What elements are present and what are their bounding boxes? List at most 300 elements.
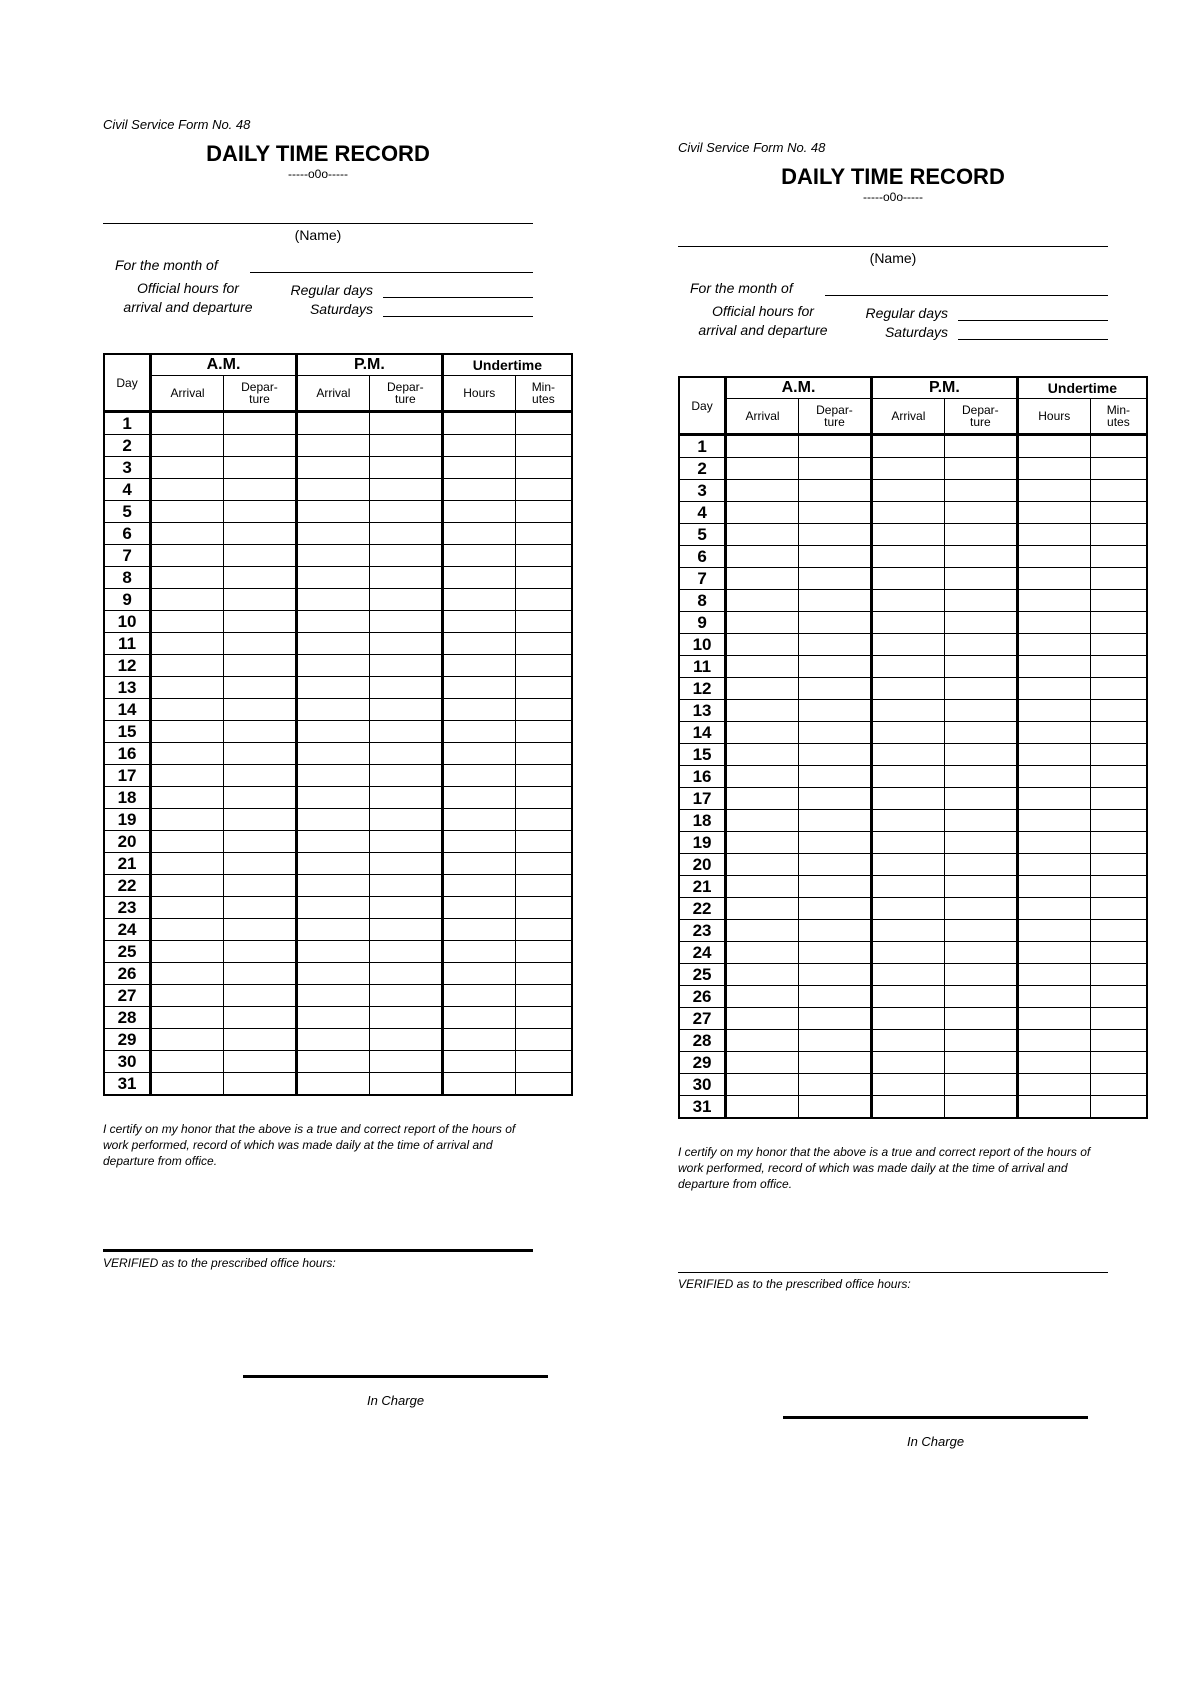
undertime-minutes-cell[interactable]: [1090, 810, 1147, 832]
pm-arrival-cell[interactable]: [871, 634, 944, 656]
undertime-hours-cell[interactable]: [442, 919, 515, 941]
pm-arrival-cell[interactable]: [296, 545, 369, 567]
am-departure-cell[interactable]: [224, 875, 297, 897]
am-departure-cell[interactable]: [799, 744, 872, 766]
am-departure-cell[interactable]: [224, 545, 297, 567]
undertime-minutes-cell[interactable]: [515, 765, 572, 787]
undertime-hours-cell[interactable]: [442, 1073, 515, 1096]
am-arrival-cell[interactable]: [151, 567, 224, 589]
pm-arrival-cell[interactable]: [296, 479, 369, 501]
undertime-minutes-cell[interactable]: [515, 677, 572, 699]
pm-arrival-cell[interactable]: [871, 435, 944, 458]
undertime-minutes-cell[interactable]: [1090, 634, 1147, 656]
undertime-minutes-cell[interactable]: [515, 655, 572, 677]
undertime-minutes-cell[interactable]: [1090, 502, 1147, 524]
undertime-hours-cell[interactable]: [1017, 480, 1090, 502]
am-departure-cell[interactable]: [799, 700, 872, 722]
am-arrival-cell[interactable]: [151, 611, 224, 633]
pm-departure-cell[interactable]: [369, 985, 442, 1007]
undertime-hours-cell[interactable]: [442, 941, 515, 963]
pm-arrival-cell[interactable]: [296, 1051, 369, 1073]
undertime-minutes-cell[interactable]: [1090, 546, 1147, 568]
undertime-minutes-cell[interactable]: [1090, 700, 1147, 722]
am-departure-cell[interactable]: [224, 963, 297, 985]
undertime-hours-cell[interactable]: [442, 677, 515, 699]
pm-arrival-cell[interactable]: [871, 876, 944, 898]
undertime-minutes-cell[interactable]: [1090, 898, 1147, 920]
pm-arrival-cell[interactable]: [296, 501, 369, 523]
am-departure-cell[interactable]: [224, 567, 297, 589]
undertime-minutes-cell[interactable]: [515, 699, 572, 721]
undertime-hours-cell[interactable]: [1017, 524, 1090, 546]
am-departure-cell[interactable]: [224, 853, 297, 875]
pm-arrival-cell[interactable]: [871, 854, 944, 876]
saturdays-field[interactable]: [958, 325, 1108, 340]
am-departure-cell[interactable]: [224, 985, 297, 1007]
pm-departure-cell[interactable]: [369, 743, 442, 765]
pm-departure-cell[interactable]: [944, 568, 1017, 590]
am-arrival-cell[interactable]: [726, 832, 799, 854]
pm-departure-cell[interactable]: [944, 700, 1017, 722]
pm-arrival-cell[interactable]: [296, 875, 369, 897]
pm-arrival-cell[interactable]: [296, 919, 369, 941]
undertime-hours-cell[interactable]: [1017, 1030, 1090, 1052]
undertime-hours-cell[interactable]: [442, 633, 515, 655]
pm-departure-cell[interactable]: [944, 744, 1017, 766]
undertime-minutes-cell[interactable]: [515, 787, 572, 809]
undertime-hours-cell[interactable]: [1017, 1074, 1090, 1096]
am-arrival-cell[interactable]: [151, 985, 224, 1007]
am-arrival-cell[interactable]: [151, 875, 224, 897]
undertime-hours-cell[interactable]: [1017, 832, 1090, 854]
undertime-minutes-cell[interactable]: [1090, 590, 1147, 612]
am-departure-cell[interactable]: [799, 458, 872, 480]
pm-departure-cell[interactable]: [944, 1008, 1017, 1030]
undertime-minutes-cell[interactable]: [515, 479, 572, 501]
pm-arrival-cell[interactable]: [296, 853, 369, 875]
undertime-minutes-cell[interactable]: [515, 721, 572, 743]
undertime-minutes-cell[interactable]: [515, 941, 572, 963]
am-departure-cell[interactable]: [799, 656, 872, 678]
pm-departure-cell[interactable]: [369, 435, 442, 457]
undertime-hours-cell[interactable]: [1017, 876, 1090, 898]
am-departure-cell[interactable]: [224, 743, 297, 765]
employee-signature-line[interactable]: [678, 1272, 1108, 1273]
am-arrival-cell[interactable]: [726, 612, 799, 634]
undertime-minutes-cell[interactable]: [1090, 656, 1147, 678]
undertime-hours-cell[interactable]: [1017, 656, 1090, 678]
undertime-hours-cell[interactable]: [1017, 964, 1090, 986]
pm-arrival-cell[interactable]: [296, 655, 369, 677]
undertime-minutes-cell[interactable]: [515, 1029, 572, 1051]
pm-departure-cell[interactable]: [944, 788, 1017, 810]
pm-arrival-cell[interactable]: [296, 457, 369, 479]
am-arrival-cell[interactable]: [726, 788, 799, 810]
month-field[interactable]: [825, 281, 1108, 296]
undertime-minutes-cell[interactable]: [515, 919, 572, 941]
pm-arrival-cell[interactable]: [871, 964, 944, 986]
undertime-minutes-cell[interactable]: [515, 853, 572, 875]
am-departure-cell[interactable]: [799, 766, 872, 788]
pm-departure-cell[interactable]: [944, 458, 1017, 480]
undertime-minutes-cell[interactable]: [1090, 832, 1147, 854]
undertime-minutes-cell[interactable]: [1090, 524, 1147, 546]
pm-arrival-cell[interactable]: [296, 1007, 369, 1029]
pm-departure-cell[interactable]: [944, 920, 1017, 942]
pm-arrival-cell[interactable]: [871, 700, 944, 722]
undertime-hours-cell[interactable]: [442, 831, 515, 853]
pm-arrival-cell[interactable]: [871, 546, 944, 568]
pm-arrival-cell[interactable]: [296, 611, 369, 633]
am-arrival-cell[interactable]: [726, 568, 799, 590]
pm-arrival-cell[interactable]: [296, 567, 369, 589]
undertime-hours-cell[interactable]: [1017, 678, 1090, 700]
am-arrival-cell[interactable]: [151, 787, 224, 809]
undertime-hours-cell[interactable]: [442, 765, 515, 787]
undertime-hours-cell[interactable]: [442, 567, 515, 589]
am-arrival-cell[interactable]: [151, 523, 224, 545]
pm-arrival-cell[interactable]: [871, 788, 944, 810]
undertime-hours-cell[interactable]: [442, 435, 515, 457]
undertime-hours-cell[interactable]: [442, 589, 515, 611]
pm-departure-cell[interactable]: [944, 678, 1017, 700]
pm-departure-cell[interactable]: [944, 634, 1017, 656]
undertime-hours-cell[interactable]: [442, 457, 515, 479]
undertime-hours-cell[interactable]: [442, 501, 515, 523]
undertime-minutes-cell[interactable]: [515, 963, 572, 985]
regular-days-field[interactable]: [958, 306, 1108, 321]
undertime-minutes-cell[interactable]: [515, 1051, 572, 1073]
pm-departure-cell[interactable]: [369, 655, 442, 677]
pm-departure-cell[interactable]: [944, 502, 1017, 524]
pm-departure-cell[interactable]: [369, 545, 442, 567]
undertime-hours-cell[interactable]: [1017, 942, 1090, 964]
pm-arrival-cell[interactable]: [871, 1074, 944, 1096]
am-arrival-cell[interactable]: [726, 744, 799, 766]
undertime-hours-cell[interactable]: [1017, 700, 1090, 722]
pm-departure-cell[interactable]: [944, 964, 1017, 986]
am-departure-cell[interactable]: [224, 655, 297, 677]
regular-days-field[interactable]: [383, 283, 533, 298]
pm-arrival-cell[interactable]: [871, 678, 944, 700]
pm-arrival-cell[interactable]: [871, 920, 944, 942]
pm-departure-cell[interactable]: [944, 942, 1017, 964]
undertime-hours-cell[interactable]: [1017, 788, 1090, 810]
undertime-hours-cell[interactable]: [1017, 986, 1090, 1008]
am-departure-cell[interactable]: [224, 941, 297, 963]
undertime-hours-cell[interactable]: [1017, 435, 1090, 458]
pm-departure-cell[interactable]: [369, 479, 442, 501]
pm-departure-cell[interactable]: [944, 656, 1017, 678]
pm-arrival-cell[interactable]: [296, 809, 369, 831]
am-arrival-cell[interactable]: [726, 502, 799, 524]
am-arrival-cell[interactable]: [151, 655, 224, 677]
am-arrival-cell[interactable]: [151, 809, 224, 831]
pm-departure-cell[interactable]: [944, 546, 1017, 568]
undertime-minutes-cell[interactable]: [1090, 435, 1147, 458]
am-arrival-cell[interactable]: [726, 546, 799, 568]
pm-arrival-cell[interactable]: [871, 832, 944, 854]
pm-departure-cell[interactable]: [944, 435, 1017, 458]
am-arrival-cell[interactable]: [151, 412, 224, 435]
pm-departure-cell[interactable]: [369, 765, 442, 787]
pm-arrival-cell[interactable]: [296, 831, 369, 853]
am-departure-cell[interactable]: [224, 1073, 297, 1096]
am-arrival-cell[interactable]: [151, 941, 224, 963]
undertime-hours-cell[interactable]: [1017, 546, 1090, 568]
pm-arrival-cell[interactable]: [296, 1029, 369, 1051]
am-arrival-cell[interactable]: [726, 942, 799, 964]
am-departure-cell[interactable]: [224, 501, 297, 523]
am-departure-cell[interactable]: [799, 590, 872, 612]
pm-arrival-cell[interactable]: [871, 524, 944, 546]
pm-departure-cell[interactable]: [944, 590, 1017, 612]
undertime-minutes-cell[interactable]: [515, 831, 572, 853]
pm-departure-cell[interactable]: [944, 854, 1017, 876]
pm-arrival-cell[interactable]: [296, 699, 369, 721]
am-arrival-cell[interactable]: [726, 1096, 799, 1119]
pm-departure-cell[interactable]: [944, 1074, 1017, 1096]
pm-arrival-cell[interactable]: [296, 963, 369, 985]
undertime-minutes-cell[interactable]: [1090, 986, 1147, 1008]
am-departure-cell[interactable]: [224, 787, 297, 809]
pm-departure-cell[interactable]: [944, 480, 1017, 502]
pm-arrival-cell[interactable]: [871, 590, 944, 612]
undertime-hours-cell[interactable]: [442, 699, 515, 721]
am-arrival-cell[interactable]: [151, 743, 224, 765]
pm-departure-cell[interactable]: [369, 611, 442, 633]
undertime-minutes-cell[interactable]: [1090, 678, 1147, 700]
am-departure-cell[interactable]: [799, 634, 872, 656]
pm-departure-cell[interactable]: [369, 412, 442, 435]
am-arrival-cell[interactable]: [151, 1073, 224, 1096]
am-arrival-cell[interactable]: [726, 524, 799, 546]
undertime-hours-cell[interactable]: [442, 809, 515, 831]
pm-departure-cell[interactable]: [369, 787, 442, 809]
am-arrival-cell[interactable]: [726, 1052, 799, 1074]
pm-arrival-cell[interactable]: [871, 656, 944, 678]
am-departure-cell[interactable]: [799, 1052, 872, 1074]
am-arrival-cell[interactable]: [151, 479, 224, 501]
undertime-minutes-cell[interactable]: [515, 897, 572, 919]
am-departure-cell[interactable]: [799, 832, 872, 854]
undertime-minutes-cell[interactable]: [515, 435, 572, 457]
undertime-minutes-cell[interactable]: [1090, 722, 1147, 744]
am-arrival-cell[interactable]: [726, 898, 799, 920]
undertime-minutes-cell[interactable]: [1090, 1008, 1147, 1030]
am-departure-cell[interactable]: [799, 964, 872, 986]
in-charge-signature-line[interactable]: [243, 1375, 548, 1378]
am-departure-cell[interactable]: [224, 1051, 297, 1073]
pm-departure-cell[interactable]: [369, 1073, 442, 1096]
pm-departure-cell[interactable]: [944, 876, 1017, 898]
undertime-hours-cell[interactable]: [1017, 634, 1090, 656]
pm-arrival-cell[interactable]: [296, 787, 369, 809]
am-arrival-cell[interactable]: [726, 876, 799, 898]
undertime-hours-cell[interactable]: [1017, 744, 1090, 766]
pm-departure-cell[interactable]: [944, 766, 1017, 788]
am-departure-cell[interactable]: [224, 1007, 297, 1029]
undertime-hours-cell[interactable]: [1017, 898, 1090, 920]
am-arrival-cell[interactable]: [151, 897, 224, 919]
am-arrival-cell[interactable]: [726, 986, 799, 1008]
undertime-hours-cell[interactable]: [442, 523, 515, 545]
pm-arrival-cell[interactable]: [871, 458, 944, 480]
pm-departure-cell[interactable]: [944, 898, 1017, 920]
am-departure-cell[interactable]: [224, 809, 297, 831]
month-field[interactable]: [250, 258, 533, 273]
undertime-hours-cell[interactable]: [442, 787, 515, 809]
am-departure-cell[interactable]: [799, 788, 872, 810]
pm-departure-cell[interactable]: [369, 699, 442, 721]
pm-arrival-cell[interactable]: [296, 412, 369, 435]
am-departure-cell[interactable]: [799, 876, 872, 898]
undertime-minutes-cell[interactable]: [1090, 788, 1147, 810]
undertime-hours-cell[interactable]: [442, 743, 515, 765]
pm-arrival-cell[interactable]: [871, 1096, 944, 1119]
am-departure-cell[interactable]: [224, 699, 297, 721]
pm-departure-cell[interactable]: [369, 457, 442, 479]
pm-departure-cell[interactable]: [944, 1030, 1017, 1052]
am-arrival-cell[interactable]: [151, 1051, 224, 1073]
undertime-hours-cell[interactable]: [1017, 1096, 1090, 1119]
undertime-hours-cell[interactable]: [442, 412, 515, 435]
undertime-minutes-cell[interactable]: [515, 743, 572, 765]
pm-departure-cell[interactable]: [369, 897, 442, 919]
pm-arrival-cell[interactable]: [871, 986, 944, 1008]
am-departure-cell[interactable]: [799, 524, 872, 546]
undertime-minutes-cell[interactable]: [1090, 942, 1147, 964]
pm-departure-cell[interactable]: [369, 941, 442, 963]
undertime-minutes-cell[interactable]: [1090, 964, 1147, 986]
undertime-minutes-cell[interactable]: [515, 1007, 572, 1029]
undertime-hours-cell[interactable]: [1017, 458, 1090, 480]
pm-departure-cell[interactable]: [369, 567, 442, 589]
am-arrival-cell[interactable]: [726, 458, 799, 480]
undertime-minutes-cell[interactable]: [515, 457, 572, 479]
undertime-hours-cell[interactable]: [442, 611, 515, 633]
undertime-hours-cell[interactable]: [1017, 568, 1090, 590]
am-departure-cell[interactable]: [799, 435, 872, 458]
pm-arrival-cell[interactable]: [296, 721, 369, 743]
pm-departure-cell[interactable]: [944, 832, 1017, 854]
undertime-hours-cell[interactable]: [1017, 810, 1090, 832]
am-arrival-cell[interactable]: [151, 501, 224, 523]
undertime-hours-cell[interactable]: [1017, 502, 1090, 524]
am-arrival-cell[interactable]: [151, 699, 224, 721]
pm-departure-cell[interactable]: [369, 831, 442, 853]
am-departure-cell[interactable]: [224, 457, 297, 479]
name-field[interactable]: [678, 204, 1108, 247]
am-arrival-cell[interactable]: [151, 1029, 224, 1051]
undertime-minutes-cell[interactable]: [1090, 612, 1147, 634]
undertime-hours-cell[interactable]: [442, 985, 515, 1007]
undertime-minutes-cell[interactable]: [515, 875, 572, 897]
undertime-minutes-cell[interactable]: [1090, 766, 1147, 788]
undertime-hours-cell[interactable]: [1017, 1008, 1090, 1030]
am-departure-cell[interactable]: [224, 765, 297, 787]
am-departure-cell[interactable]: [224, 523, 297, 545]
am-departure-cell[interactable]: [224, 633, 297, 655]
pm-departure-cell[interactable]: [369, 919, 442, 941]
pm-arrival-cell[interactable]: [296, 589, 369, 611]
am-arrival-cell[interactable]: [151, 919, 224, 941]
undertime-hours-cell[interactable]: [442, 853, 515, 875]
undertime-minutes-cell[interactable]: [1090, 876, 1147, 898]
am-arrival-cell[interactable]: [151, 457, 224, 479]
undertime-hours-cell[interactable]: [1017, 854, 1090, 876]
am-departure-cell[interactable]: [224, 412, 297, 435]
undertime-minutes-cell[interactable]: [1090, 1052, 1147, 1074]
pm-arrival-cell[interactable]: [296, 633, 369, 655]
am-arrival-cell[interactable]: [726, 634, 799, 656]
pm-departure-cell[interactable]: [944, 986, 1017, 1008]
am-departure-cell[interactable]: [224, 611, 297, 633]
pm-departure-cell[interactable]: [369, 589, 442, 611]
am-departure-cell[interactable]: [799, 854, 872, 876]
pm-arrival-cell[interactable]: [296, 1073, 369, 1096]
undertime-minutes-cell[interactable]: [515, 545, 572, 567]
undertime-hours-cell[interactable]: [442, 875, 515, 897]
am-arrival-cell[interactable]: [726, 1030, 799, 1052]
undertime-hours-cell[interactable]: [442, 963, 515, 985]
am-departure-cell[interactable]: [799, 1008, 872, 1030]
undertime-hours-cell[interactable]: [442, 545, 515, 567]
undertime-minutes-cell[interactable]: [515, 1073, 572, 1096]
undertime-hours-cell[interactable]: [1017, 612, 1090, 634]
am-arrival-cell[interactable]: [726, 590, 799, 612]
am-arrival-cell[interactable]: [726, 480, 799, 502]
pm-departure-cell[interactable]: [369, 677, 442, 699]
pm-arrival-cell[interactable]: [296, 677, 369, 699]
undertime-minutes-cell[interactable]: [515, 985, 572, 1007]
am-arrival-cell[interactable]: [151, 677, 224, 699]
undertime-minutes-cell[interactable]: [1090, 854, 1147, 876]
pm-arrival-cell[interactable]: [871, 942, 944, 964]
am-arrival-cell[interactable]: [726, 964, 799, 986]
pm-departure-cell[interactable]: [944, 1052, 1017, 1074]
am-arrival-cell[interactable]: [726, 678, 799, 700]
am-arrival-cell[interactable]: [726, 1074, 799, 1096]
undertime-hours-cell[interactable]: [442, 721, 515, 743]
pm-arrival-cell[interactable]: [871, 1052, 944, 1074]
undertime-minutes-cell[interactable]: [515, 589, 572, 611]
pm-arrival-cell[interactable]: [871, 480, 944, 502]
am-departure-cell[interactable]: [224, 1029, 297, 1051]
undertime-minutes-cell[interactable]: [515, 412, 572, 435]
pm-departure-cell[interactable]: [944, 1096, 1017, 1119]
undertime-hours-cell[interactable]: [442, 479, 515, 501]
pm-arrival-cell[interactable]: [296, 941, 369, 963]
pm-arrival-cell[interactable]: [871, 568, 944, 590]
am-arrival-cell[interactable]: [726, 700, 799, 722]
pm-arrival-cell[interactable]: [871, 744, 944, 766]
undertime-minutes-cell[interactable]: [1090, 920, 1147, 942]
pm-departure-cell[interactable]: [369, 875, 442, 897]
name-field[interactable]: [103, 181, 533, 224]
undertime-hours-cell[interactable]: [1017, 722, 1090, 744]
am-departure-cell[interactable]: [799, 612, 872, 634]
am-arrival-cell[interactable]: [726, 722, 799, 744]
pm-arrival-cell[interactable]: [296, 523, 369, 545]
am-departure-cell[interactable]: [799, 568, 872, 590]
undertime-minutes-cell[interactable]: [1090, 568, 1147, 590]
am-departure-cell[interactable]: [799, 986, 872, 1008]
pm-arrival-cell[interactable]: [871, 898, 944, 920]
am-arrival-cell[interactable]: [151, 721, 224, 743]
pm-arrival-cell[interactable]: [871, 766, 944, 788]
employee-signature-line[interactable]: [103, 1249, 533, 1252]
